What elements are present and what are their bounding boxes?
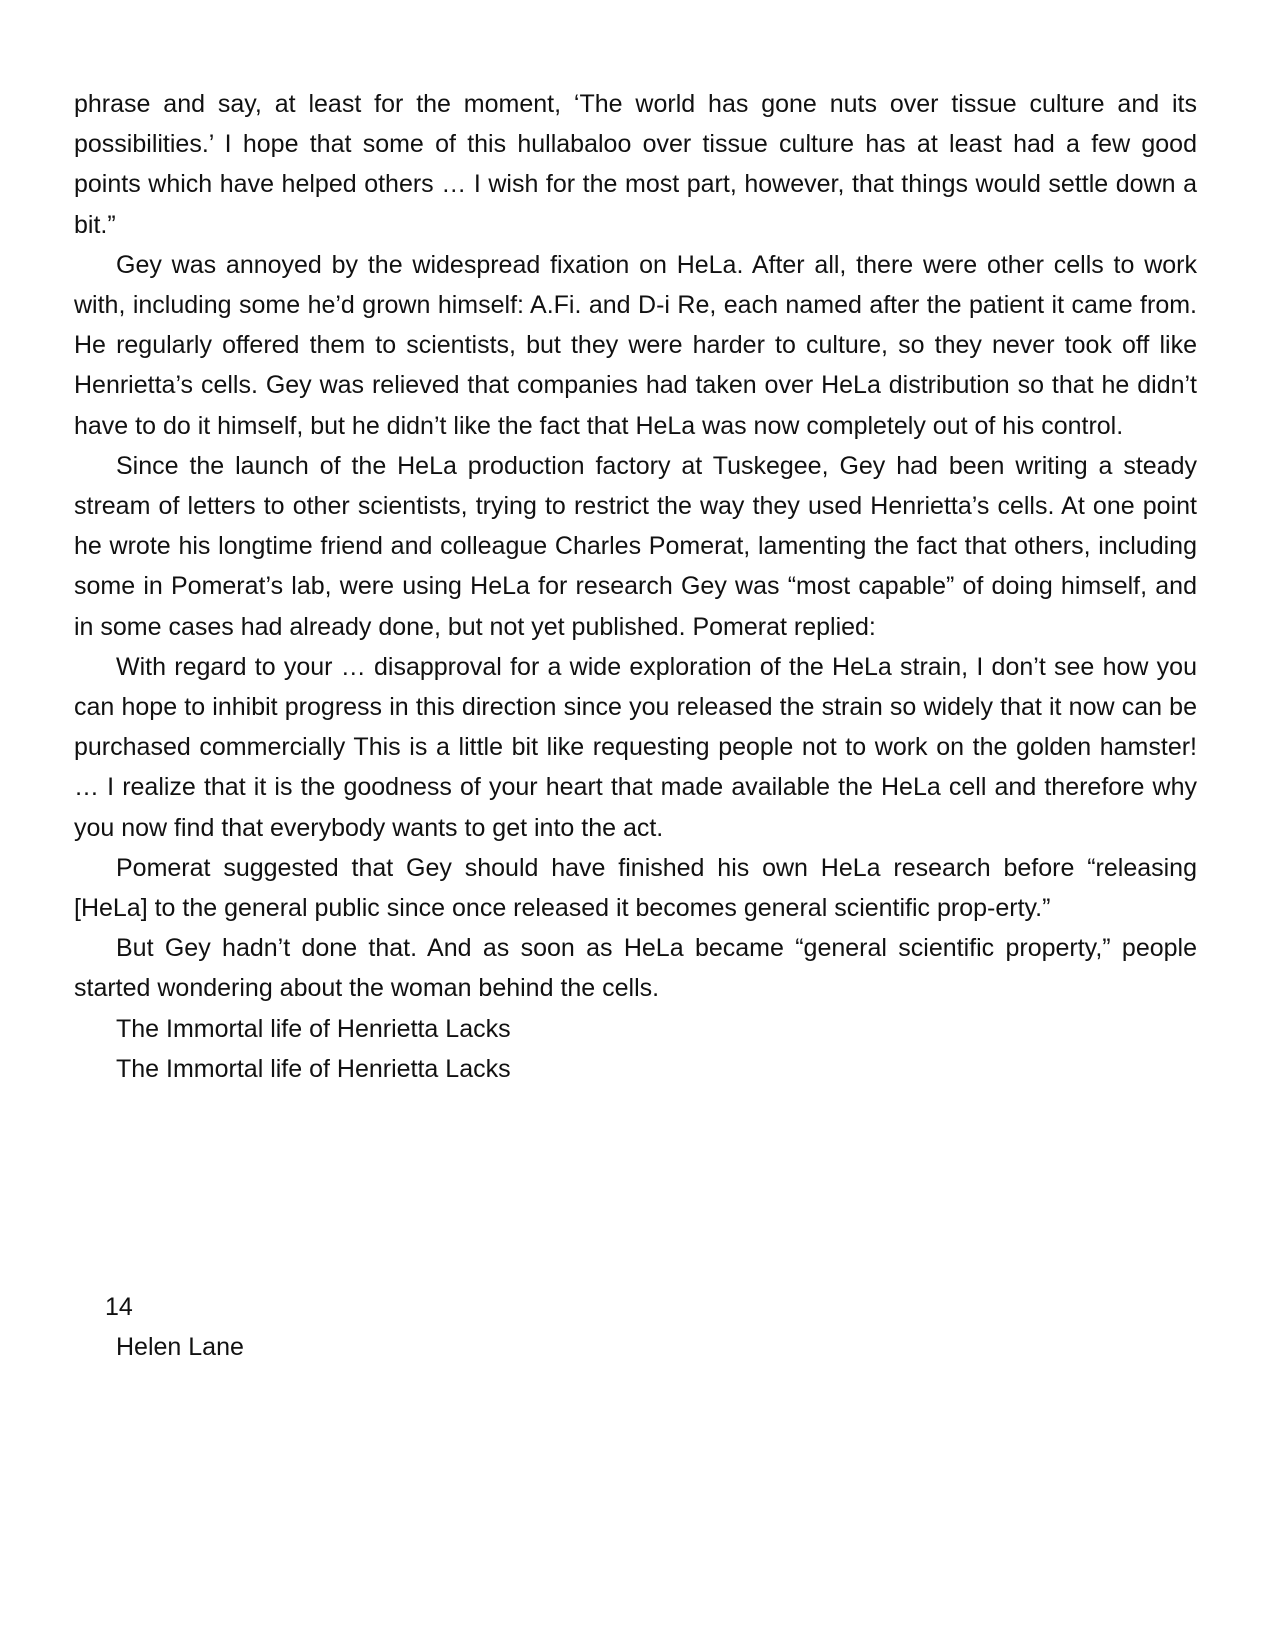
paragraph-pomerat-quote: With regard to your … disapproval for a wide exploration of the HeLa strain, I don’t see how you can hope to inhibit progress in this direction since you released the strain so widely that it now can be purchased commercially This is a little bit like requesting people not to work on the golden hamster! … I realize that it is the goodness of your heart that made available the HeLa cell and therefore why you now find that everybody wants to get into the act. (74, 652, 1197, 842)
book-title-line: The Immortal life of Henrietta Lacks (116, 1014, 511, 1043)
page-number: 14 (105, 1293, 133, 1321)
document-body (74, 84, 1197, 1089)
paragraph-general-property: But Gey hadn’t done that. And as soon as HeLa became “general scientific property,” people started wondering about the woman behind the cells. (74, 934, 1197, 1003)
page-footer (74, 1287, 674, 1367)
author-name: Helen Lane (116, 1333, 244, 1362)
paragraph-hela-fixation: Gey was annoyed by the widespread fixation on HeLa. After all, there were other cells to work with, including some he’d grown himself: A.Fi. and D-i Re, each named after the patient it came from. He regularly offered them to scientists, but they were harder to culture, so they never took off like Henrietta’s cells. Gey was relieved that companies had taken over HeLa distribution so that he didn’t have to do it himself, but he didn’t like the fact that HeLa was now completely out of his control. (74, 250, 1197, 440)
book-title-line: The Immortal life of Henrietta Lacks (116, 1054, 511, 1083)
paragraph-continuation: phrase and say, at least for the moment, ‘The world has gone nuts over tissue culture and its possibilities.’ I hope that some of this hullabaloo over tissue culture has at least had a few good points which have helped others … I wish for the most part, however, that things would settle down a bit.” (74, 90, 1197, 239)
paragraph-letters-to-scientists: Since the launch of the HeLa production factory at Tuskegee, Gey had been writing a steady stream of letters to other scientists, trying to restrict the way they used Henrietta’s cells. At one point he wrote his longtime friend and colleague Charles Pomerat, lamenting the fact that others, including some in Pomerat’s lab, were using HeLa for research Gey was “most capable” of doing himself, and in some cases had already done, but not yet published. Pomerat replied: (74, 451, 1197, 641)
paragraph-pomerat-suggestion: Pomerat suggested that Gey should have finished his own HeLa research before “releasing [HeLa] to the general public since once released it becomes general scientific prop-erty.” (74, 853, 1197, 923)
